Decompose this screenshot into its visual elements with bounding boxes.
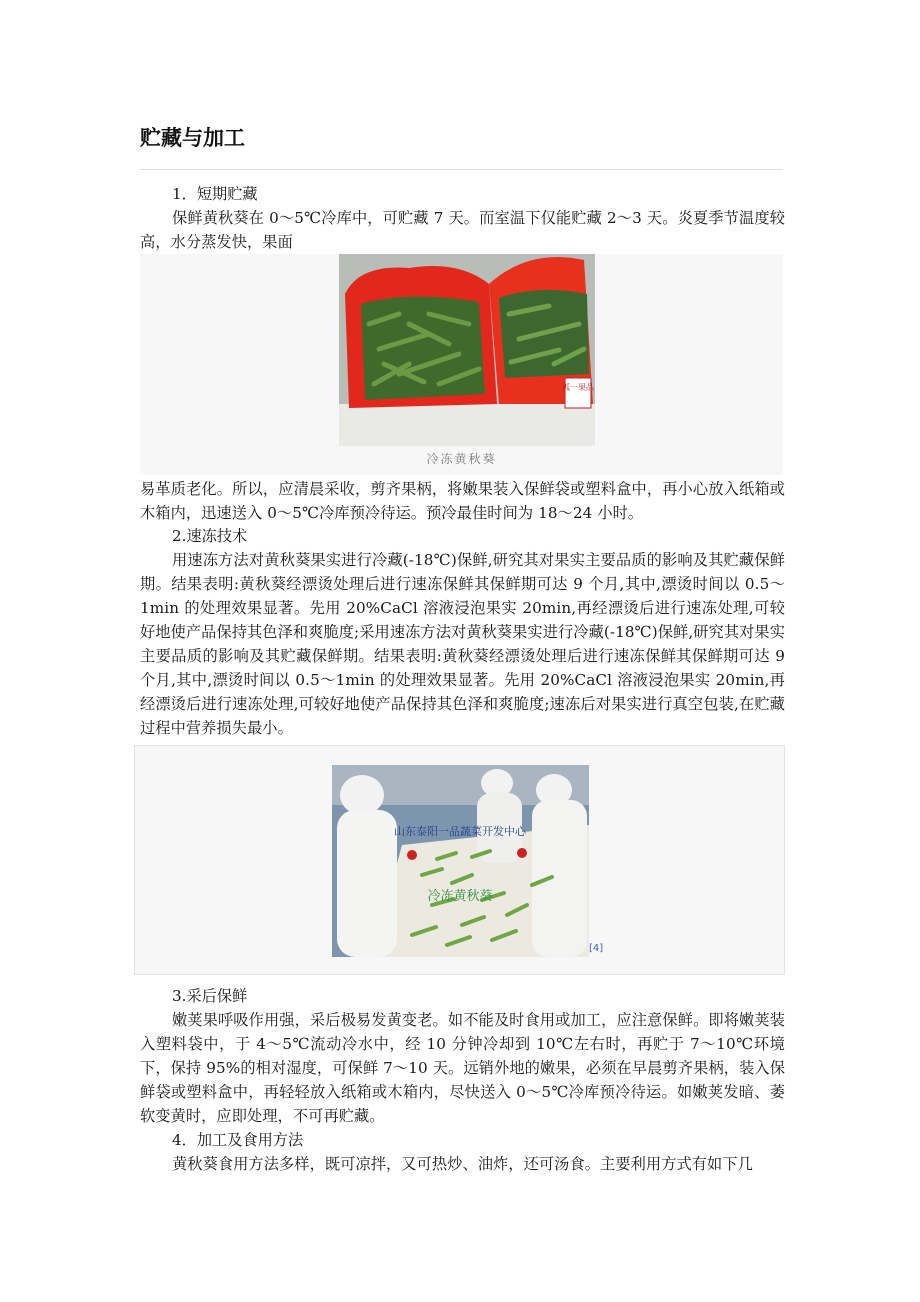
section-heading-processing: 4．加工及食用方法 <box>172 1131 304 1149</box>
reference-link[interactable]: [4] <box>589 943 604 954</box>
frozen-okra-photo <box>339 254 595 446</box>
figure-caption: 冷冻黄秋葵 <box>426 452 497 466</box>
paragraph-processing: 黄秋葵食用方法多样，既可凉拌，又可热炒、油炸，还可汤食。主要利用方式有如下几 <box>172 1155 753 1173</box>
paragraph-short-storage-2: 易革质老化。所以，应清晨采收，剪齐果柄，将嫩果装入保鲜袋或塑料盒中，再小心放入纸箱或木箱内，迅速送入 0～5℃冷库预冷待运。预冷最佳时间为 18～24 小时。 <box>140 480 785 522</box>
paragraph-short-storage-1: 保鲜黄秋葵在 0～5℃冷库中，可贮藏 7 天。而室温下仅能贮藏 2～3 天。炎夏季节温度较高，水分蒸发快，果面 <box>140 209 785 251</box>
figure-processing-line <box>134 745 785 975</box>
paragraph-quick-freeze: 用速冻方法对黄秋葵果实进行冷藏(-18℃)保鲜,研究其对果实主要品质的影响及其贮藏保鲜期。结果表明:黄秋葵经漂烫处理后进行速冻保鲜其保鲜期可达 9 个月,其中,漂烫时间以 0.5～1min 的处理效果显著。先用 20%CaCl 溶液浸泡果实 20min,再经漂烫后进行速冻处理,可较好地使产品保持其色泽和爽脆度;采用速冻方法对黄秋葵果实进行冷藏(-18℃)保鲜,研究其对果实主要品质的影响及其贮藏保鲜期。结果表明:黄秋葵经漂烫处理后进行速冻保鲜其保鲜期可达 9 个月,其中,漂烫时间以 0.5～1min 的处理效果显著。先用 20%CaCl 溶液浸泡果实 20min,再经漂烫后进行速冻处理,可较好地使产品保持其色泽和爽脆度;速冻后对果实进行真空包装,在贮藏过程中营养损失最小。 <box>140 551 785 737</box>
photo-overlay-top: 山东泰阳一品蔬菜开发中心 <box>394 825 526 838</box>
processing-line-photo <box>332 765 589 957</box>
section-heading-post-harvest: 3.采后保鲜 <box>172 987 248 1005</box>
section-heading-short-storage: 1．短期贮藏 <box>172 185 258 203</box>
paragraph-post-harvest: 嫩荚果呼吸作用强，采后极易发黄变老。如不能及时食用或加工，应注意保鲜。即将嫩荚装入塑料袋中，于 4～5℃流动冷水中，经 10 分钟冷却到 10℃左右时，再贮于 7～10℃环境下，保持 95%的相对湿度，可保鲜 7～10 天。远销外地的嫩果，必须在早晨剪齐果柄，装入保鲜袋或塑料盒中，再轻轻放入纸箱或木箱内，尽快送入 0～5℃冷库预冷待运。如嫩荚发暗、萎软变黄时，应即处理，不可再贮藏。 <box>140 1011 785 1125</box>
page-title: 贮藏与加工 <box>140 126 245 150</box>
title-divider <box>140 169 783 170</box>
figure-frozen-okra <box>140 254 783 475</box>
section-heading-quick-freeze: 2.速冻技术 <box>172 527 248 545</box>
photo-stamp-line1: 孤一果品 <box>562 383 594 392</box>
photo-overlay-bottom: 冷冻黄秋葵 <box>427 889 493 904</box>
